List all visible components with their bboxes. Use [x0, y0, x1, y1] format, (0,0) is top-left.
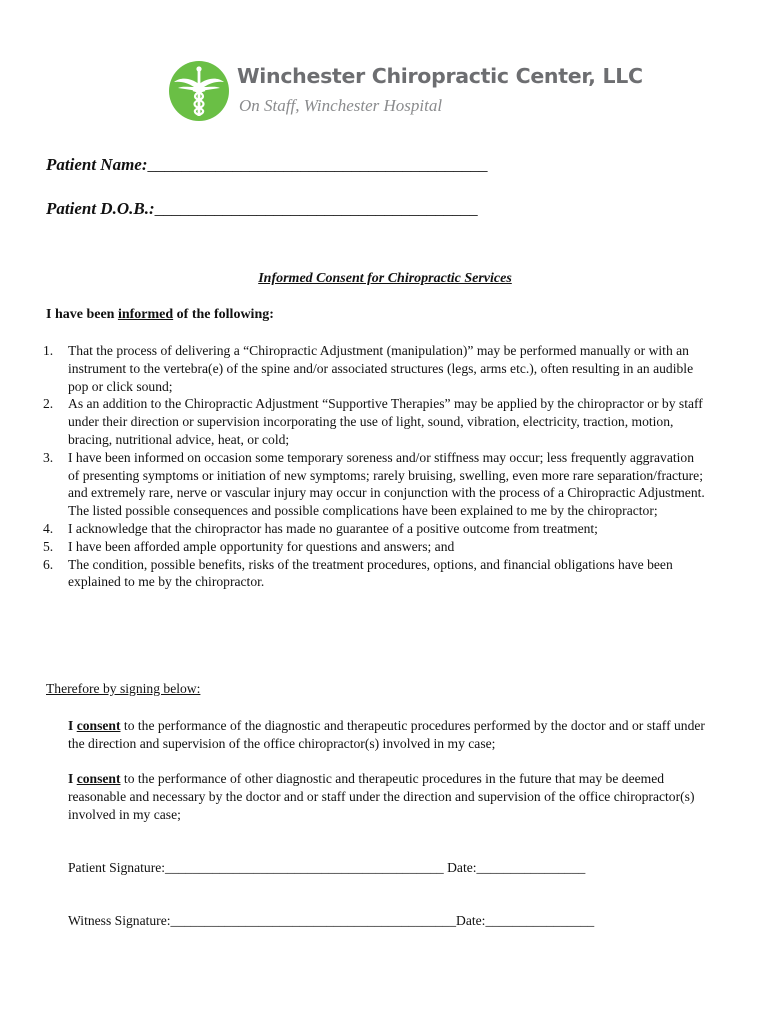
consent-emphasis: consent: [76, 718, 121, 733]
patient-name-field[interactable]: [46, 155, 488, 175]
disclosure-list: [43, 342, 708, 591]
patient-signature-blank[interactable]: _________________________________________: [165, 860, 444, 875]
item-number: 3.: [43, 449, 54, 465]
list-item: [43, 556, 708, 592]
patient-name-blank[interactable]: ________________________________________: [147, 155, 488, 174]
patient-dob-blank[interactable]: ______________________________________: [154, 199, 478, 218]
intro-prefix: I have been: [46, 307, 118, 322]
intro-emphasis: informed: [117, 307, 174, 322]
witness-signature-blank[interactable]: __________________________________________: [170, 913, 456, 928]
therefore-heading: Therefore by signing below:: [46, 681, 201, 696]
list-item: [43, 538, 708, 556]
list-item: [43, 449, 708, 520]
list-item: [43, 520, 708, 538]
company-tagline: On Staff, Winchester Hospital: [239, 96, 443, 115]
item-text: The condition, possible benefits, risks of the treatment procedures, options, and financial obligations have been explained to me by the chiropractor.: [68, 556, 673, 590]
patient-signature-label: Patient Signature:: [68, 860, 166, 875]
company-name: Winchester Chiropractic Center, LLC: [237, 64, 643, 88]
consent-emphasis: consent: [76, 771, 121, 786]
list-item: [43, 342, 708, 395]
consent-prefix: I: [68, 718, 77, 733]
consent-text: to the performance of other diagnostic and therapeutic procedures in the future that may be deemed reasonable and necessary by the doctor and or staff under the direction and supervision of the office chiropractor(s) involved in my case;: [68, 771, 695, 822]
item-number: 5.: [43, 538, 54, 554]
patient-signature-line[interactable]: [68, 860, 585, 876]
patient-dob-label: Patient D.O.B.:: [46, 199, 155, 218]
item-number: 1.: [43, 343, 54, 358]
item-text: I acknowledge that the chiropractor has made no guarantee of a positive outcome from treatment;: [68, 520, 598, 536]
witness-signature-line[interactable]: [68, 913, 594, 929]
witness-signature-label: Witness Signature:: [68, 913, 171, 928]
item-number: 6.: [43, 556, 54, 572]
patient-dob-field[interactable]: [46, 199, 478, 219]
patient-name-label: Patient Name:: [46, 155, 148, 174]
patient-date-blank[interactable]: ________________: [476, 860, 586, 875]
witness-date-blank[interactable]: ________________: [485, 913, 595, 928]
intro-suffix: of the following:: [173, 307, 274, 322]
intro-statement: [46, 307, 274, 323]
item-text: That the process of delivering a “Chiropractic Adjustment (manipulation)” may be performed manually or with an instrument to the vertebra(e) of the spine and/or associated structures (legs, arms etc.), often resulting in an audible pop or click sound;: [68, 343, 694, 394]
item-number: 4.: [43, 520, 54, 536]
consent-statement-2: [68, 770, 708, 823]
item-text: As an addition to the Chiropractic Adjustment “Supportive Therapies” may be applied by the chiropractor or by staff under their direction or supervision incorporating the use of light, sound, vibration, electricity, traction, motion, bracing, nutritional advice, heat, or cold;: [68, 396, 703, 447]
witness-date-label: Date:: [456, 913, 486, 928]
consent-prefix: I: [68, 771, 77, 786]
caduceus-icon: [168, 60, 230, 122]
item-number: 2.: [43, 396, 54, 412]
clinic-logo: [168, 60, 643, 124]
patient-date-label: Date:: [443, 860, 477, 875]
form-title: Informed Consent for Chiropractic Services: [258, 271, 512, 286]
item-text: I have been informed on occasion some temporary soreness and/or stiffness may occur; less frequently aggravation of presenting symptoms or initiation of new symptoms; rarely bruising, swelling, even more rare separation/fracture; and extremely rare, nerve or vascular injury may occur in conjunction with the process of a Chiropractic Adjustment. The listed possible consequences and possible complications have been explained to me by the chiropractor;: [68, 449, 705, 519]
item-text: I have been afforded ample opportunity for questions and answers; and: [68, 538, 455, 554]
consent-text: to the performance of the diagnostic and therapeutic procedures performed by the doctor and or staff under the direction and supervision of the office chiropractor(s) involved in my case;: [68, 718, 705, 751]
list-item: [43, 395, 708, 448]
consent-statement-1: [68, 717, 708, 753]
